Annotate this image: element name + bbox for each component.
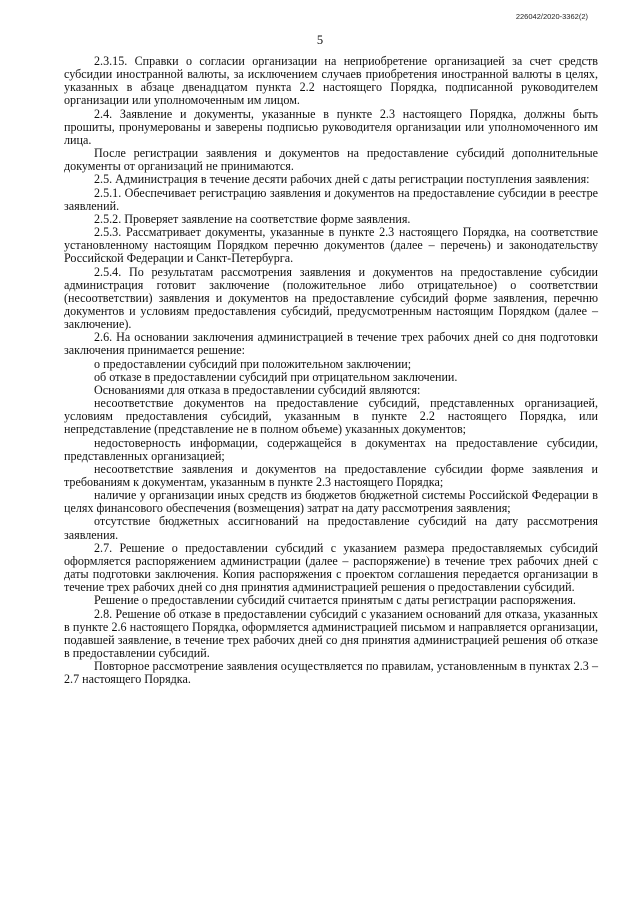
paragraph-decision-accepted: Решение о предоставлении субсидий считается принятым с даты регистрации распоряжения.: [94, 593, 576, 608]
paragraph-repeated-review: Повторное рассмотрение заявления осуществляется по правилам, установленным в пунктах 2.3 – 2.7 настоящего Порядка.: [64, 659, 598, 687]
paragraph-2-3-15: 2.3.15. Справки о согласии организации на неприобретение организацией за счет средств субсидии иностранной валюты, за исключением случаев приобретения иностранной валюты в целях, указанных в абзаце двенадцатом пункта 2.2 настоящего Порядка, подписанной руководителем организации или уполномоченным им лицом.: [64, 54, 598, 108]
paragraph-2-8: 2.8. Решение об отказе в предоставлении субсидий с указанием оснований для отказа, указанных в пункте 2.6 настоящего Порядка, оформляется администрацией письмом и направляется организации, подавшей заявление, в течение трех рабочих дней со дня принятия администрацией решения об отказе в предоставлении субсидий.: [64, 606, 598, 661]
refusal-ground-4: наличие у организации иных средств из бюджетов бюджетной системы Российской Федерации в целях финансового обеспечения (возмещения) затрат на дату рассмотрения заявления;: [64, 488, 598, 516]
paragraph-2-5-4: 2.5.4. По результатам рассмотрения заявления и документов на предоставление субсидии администрация готовит заключение (положительное либо отрицательное) о соответствии (несоответствии) заявления и документов на предоставление субсидий форме заявления, перечню документов и условиям предоставления субсидий, предусмотренным настоящим Порядком (далее – заключение).: [64, 264, 598, 332]
paragraph-2-7: 2.7. Решение о предоставлении субсидий с указанием размера предоставляемых субсидий оформляется распоряжением администрации (далее – распоряжение) в течение трех рабочих дней с даты подготовки заключения. Копия распоряжения с проектом соглашения передается организации в течение трех рабочих дней со дня принятия администрацией решения о предоставлении субсидий.: [64, 540, 598, 595]
paragraph-2-4: 2.4. Заявление и документы, указанные в пункте 2.3 настоящего Порядка, должны быть прошиты, пронумерованы и заверены подписью руководителя организации или уполномоченного им лица.: [64, 106, 598, 147]
paragraph-2-5-2: 2.5.2. Проверяет заявление на соответствие форме заявления.: [94, 211, 411, 226]
document-body: [64, 55, 598, 687]
paragraph-after-registration: После регистрации заявления и документов на предоставление субсидий дополнительные документы от организаций не принимаются.: [64, 146, 598, 174]
refusal-ground-2: недостоверность информации, содержащейся в документах на предоставление субсидии, представленных организацией;: [64, 435, 598, 463]
refusal-ground-3: несоответствие заявления и документов на предоставление субсидии форме заявления и требованиям к документам, указанным в пункте 2.3 настоящего Порядка;: [64, 461, 598, 489]
decision-item-positive: о предоставлении субсидий при положительном заключении;: [94, 356, 412, 371]
paragraph-2-5-3: 2.5.3. Рассматривает документы, указанные в пункте 2.3 настоящего Порядка, на соответствие установленному настоящим Порядком перечню документов (далее – перечень) и законодательству Российской Федерации и Санкт-Петербурга.: [64, 225, 598, 266]
paragraph-2-5: 2.5. Администрация в течение десяти рабочих дней с даты регистрации поступления заявления:: [94, 172, 590, 187]
page-number: 5: [316, 33, 324, 47]
refusal-grounds-intro: Основаниями для отказа в предоставлении субсидий являются:: [94, 382, 421, 397]
paragraph-2-6: 2.6. На основании заключения администрацией в течение трех рабочих дней со дня подготовки заключения принимается решение:: [64, 330, 598, 358]
paragraph-2-5-1: 2.5.1. Обеспечивает регистрацию заявления и документов на предоставление субсидии в реестре заявлений.: [64, 185, 598, 213]
decision-item-negative: об отказе в предоставлении субсидий при отрицательном заключении.: [94, 369, 458, 384]
refusal-ground-5: отсутствие бюджетных ассигнований на предоставление субсидий на дату рассмотрения заявления.: [64, 514, 598, 542]
refusal-ground-1: несоответствие документов на предоставление субсидий, представленных организацией, условиям предоставления субсидий, указанным в пункте 2.2 настоящего Порядка, или непредставление (представление не в полном объеме) указанных документов;: [64, 396, 598, 437]
document-number: 226042/2020-3362(2): [515, 12, 588, 21]
